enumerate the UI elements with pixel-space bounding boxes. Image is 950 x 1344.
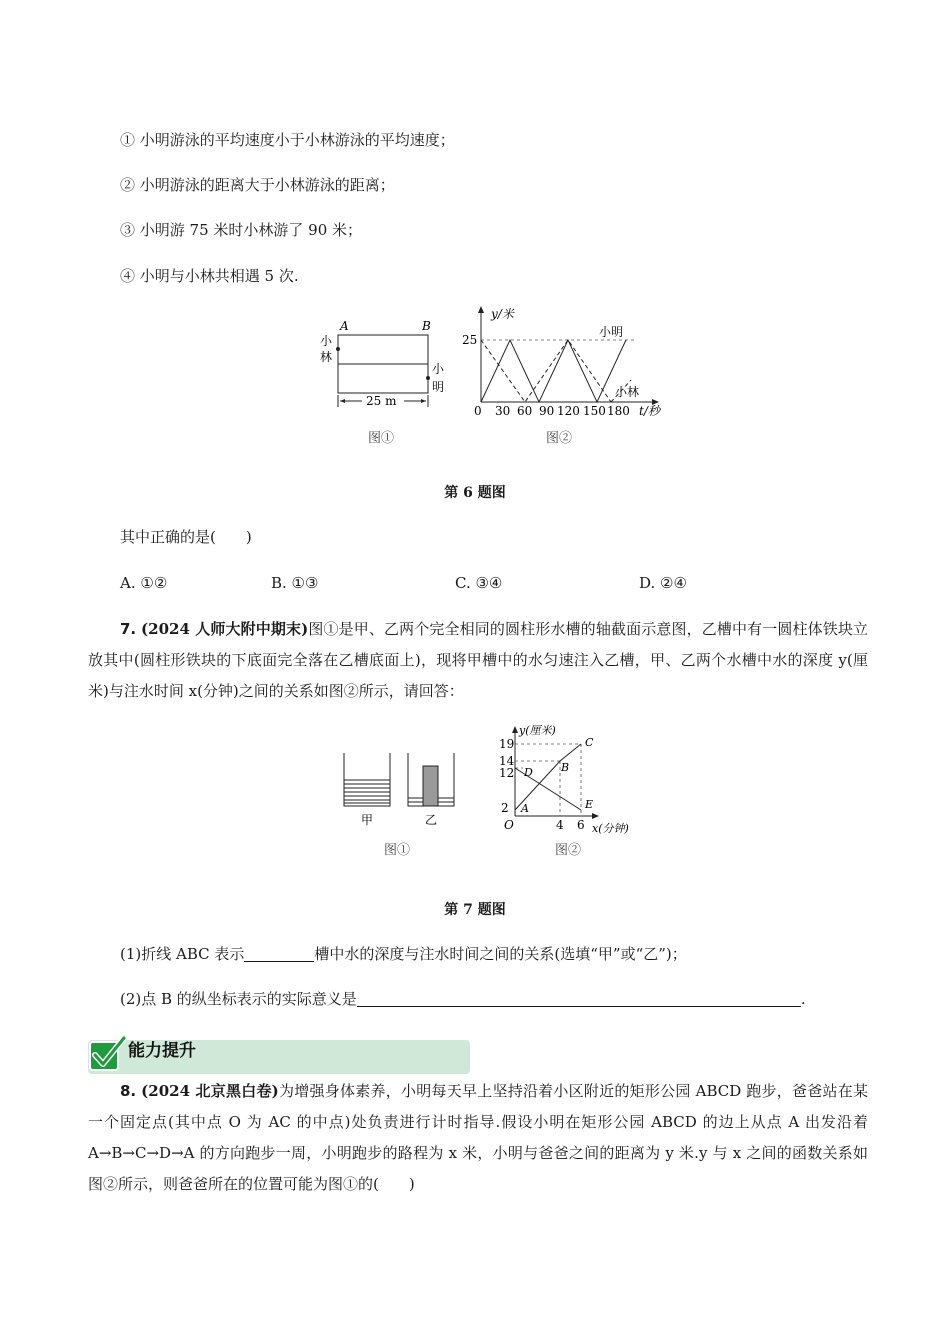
q7-x-axis-label: x(分钟): [592, 822, 629, 835]
q6-x-tick-180: 180: [607, 404, 630, 418]
q8-source: (2024 北京黑白卷): [141, 1082, 279, 1100]
q7-text: 图①是甲、乙两个完全相同的圆柱形水槽的轴截面示意图，乙槽中有一圆柱体铁块立放其中(圆柱形铁块的下底面完全落在乙槽底面上)，现将甲槽中的水匀速注入乙槽，甲、乙两个水槽中水的深度 y(厘米)与注水时间 x(分钟)之间的关系如图②所示，请回答：: [88, 620, 868, 700]
q7-figure-caption: 第 7 题图: [444, 902, 506, 918]
q6-question: 其中正确的是( ): [120, 528, 252, 546]
q7-y-tick-2: 2: [501, 801, 509, 815]
q7-point-d: D: [524, 766, 533, 779]
q7-origin: O: [504, 818, 514, 832]
q7-sub2-after: .: [800, 990, 806, 1008]
statement-3: ③ 小明游 75 米时小林游了 90 米；: [120, 221, 363, 239]
q7-sub1-blank[interactable]: [244, 945, 314, 962]
q8-paragraph: [88, 1076, 868, 1200]
q6-x-tick-120: 120: [557, 404, 580, 418]
q8-number: 8.: [120, 1082, 137, 1100]
statement-1: ① 小明游泳的平均速度小于小林游泳的平均速度；: [120, 131, 455, 149]
q6-option-b[interactable]: B. ①③: [271, 574, 319, 592]
q6-y-axis-label: y/米: [491, 307, 514, 321]
q7-sub2-blank[interactable]: [357, 990, 801, 1007]
q7-sub-question-2: [120, 989, 806, 1009]
q6-x-tick-150: 150: [583, 404, 606, 418]
q6-xiaolin-label-2: 林: [320, 350, 333, 364]
q7-sub1-before: (1)折线 ABC 表示: [120, 945, 245, 963]
q6-x-tick-0: 0: [474, 404, 482, 418]
q7-figure-2-graph: [495, 722, 645, 838]
check-icon: [86, 1032, 130, 1076]
q6-xiaolin-curve-label: 小林: [615, 385, 640, 399]
q7-number: 7.: [120, 620, 137, 638]
q7-tank-jia-label: 甲: [361, 813, 374, 827]
q7-sub-question-1: [120, 944, 687, 964]
q6-point-b: B: [422, 319, 431, 333]
q6-xiaoming-label-2: 明: [432, 380, 445, 394]
q6-y-tick-25: 25: [462, 333, 478, 347]
q8-text: 为增强身体素养，小明每天早上坚持沿着小区附近的矩形公园 ABCD 跑步，爸爸站在某一个固定点(其中点 O 为 AC 的中点)处负责进行计时指导.假设小明在矩形公园 ABCD 的边上从点 A 出发沿着 A→B→C→D→A 的方向跑步一周，小明跑步的路程为 x 米，小明与爸爸之间的距离为 y 米.y 与 x 之间的函数关系如图②所示，则爸爸所在的位置可能为图①的( ): [88, 1082, 868, 1193]
q7-y-tick-12: 12: [499, 766, 515, 780]
q6-x-axis-label: t/秒: [639, 404, 660, 418]
q6-xiaoming-label-1: 小: [432, 362, 445, 376]
q7-fig2-caption: 图②: [555, 843, 582, 858]
q6-width-label: 25 m: [366, 394, 397, 408]
q7-point-e: E: [585, 798, 594, 811]
q6-x-tick-90: 90: [539, 404, 555, 418]
q6-xiaoming-curve-label: 小明: [599, 325, 624, 339]
q7-y-tick-19: 19: [499, 737, 515, 751]
q7-sub2-before: (2)点 B 的纵坐标表示的实际意义是: [120, 990, 357, 1008]
q7-sub1-after: 槽中水的深度与注水时间之间的关系(选填“甲”或“乙”)；: [314, 945, 687, 963]
q7-point-a: A: [521, 802, 529, 815]
q6-point-a: A: [340, 319, 349, 333]
q6-option-a[interactable]: A. ①②: [120, 574, 168, 592]
statement-2: ② 小明游泳的距离大于小林游泳的距离；: [120, 176, 395, 194]
q6-figure-2-graph: [455, 300, 670, 425]
q7-y-tick-14: 14: [499, 754, 515, 768]
q6-fig1-caption: 图①: [368, 431, 395, 446]
q6-x-tick-60: 60: [517, 404, 533, 418]
q6-figure-caption: 第 6 题图: [444, 485, 506, 501]
q7-fig1-caption: 图①: [384, 843, 411, 858]
q7-x-tick-6: 6: [577, 818, 585, 832]
q7-tank-yi-label: 乙: [425, 813, 438, 827]
q6-figure-1-pool: [310, 315, 460, 415]
q7-point-b: B: [561, 761, 570, 774]
q6-option-d[interactable]: D. ②④: [639, 574, 687, 592]
q6-option-c[interactable]: C. ③④: [455, 574, 503, 592]
q7-paragraph: [88, 614, 868, 707]
q7-point-c: C: [585, 736, 594, 749]
q7-source: (2024 人师大附中期末): [141, 620, 309, 638]
q6-x-tick-30: 30: [495, 404, 511, 418]
section-title: 能力提升: [128, 1041, 196, 1061]
q7-x-tick-4: 4: [556, 818, 564, 832]
q7-figure-1-tanks: [338, 748, 463, 830]
q7-y-axis-label: y(厘米): [519, 724, 556, 737]
q6-xiaolin-label-1: 小: [320, 334, 333, 348]
q6-fig2-caption: 图②: [546, 431, 573, 446]
statement-4: ④ 小明与小林共相遇 5 次.: [120, 267, 299, 285]
